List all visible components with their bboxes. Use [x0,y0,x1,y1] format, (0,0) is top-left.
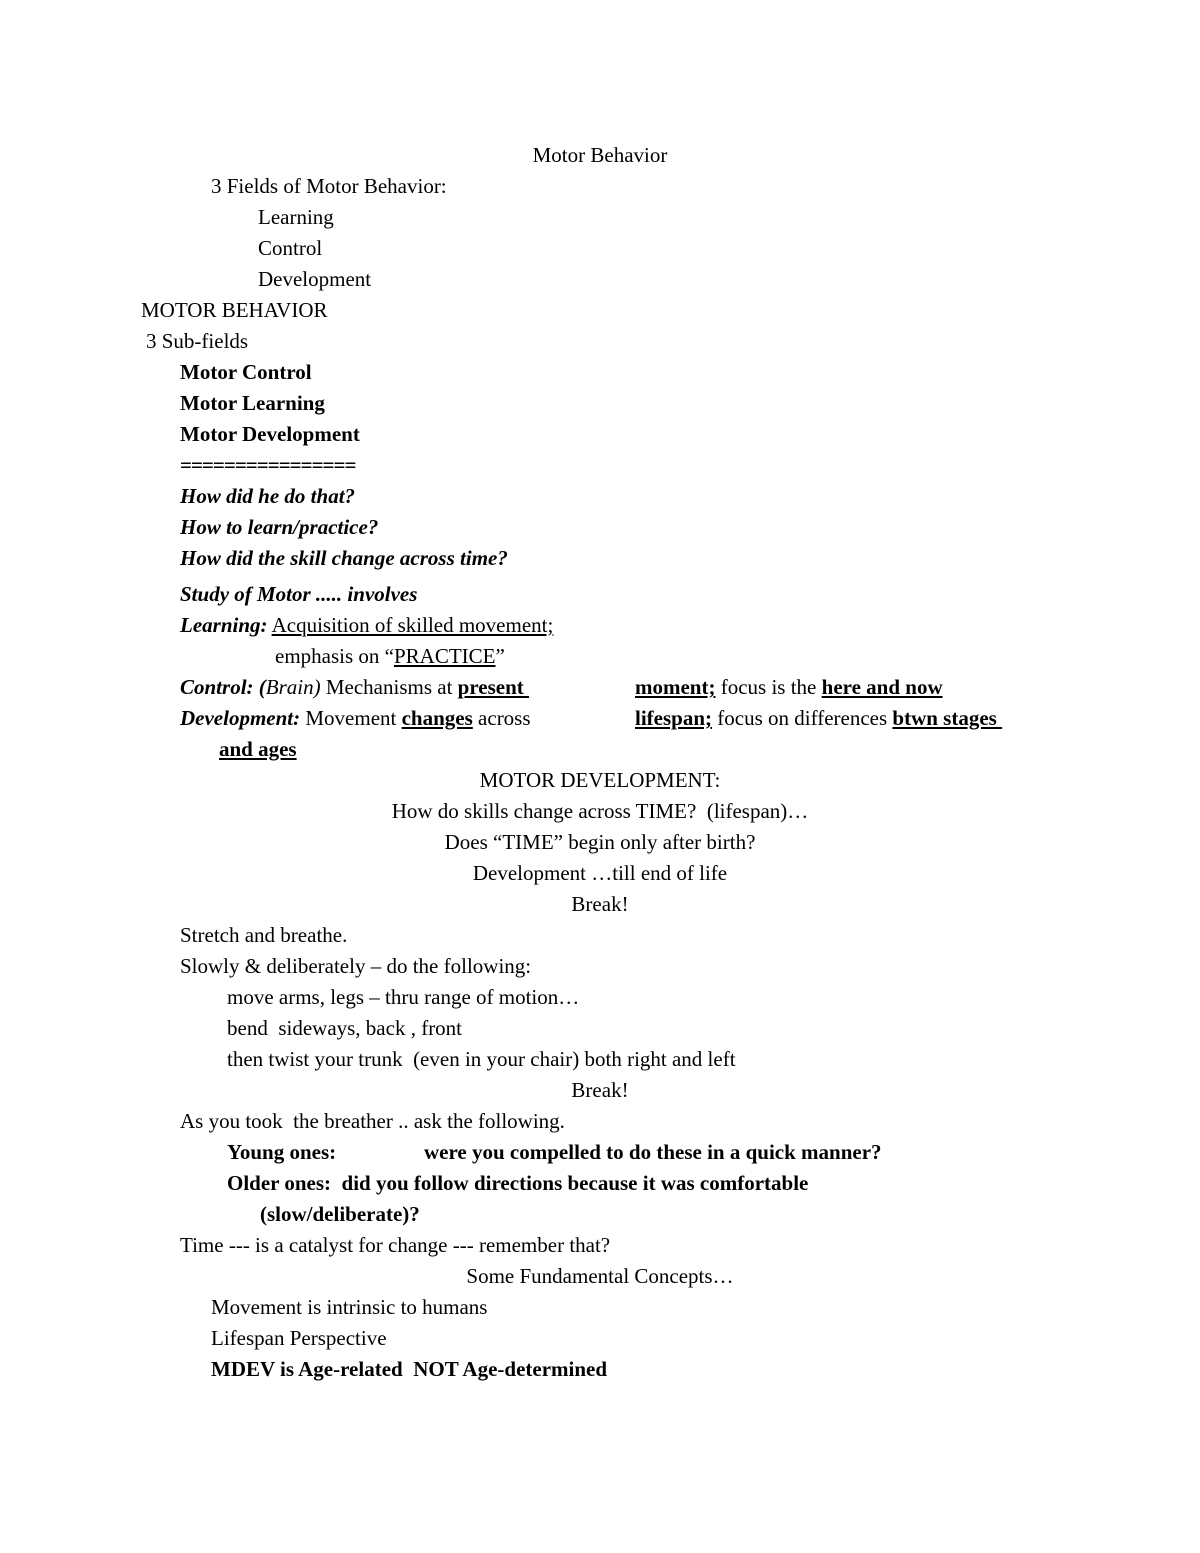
reflect-intro: As you took the breather .. ask the following. [180,1109,565,1133]
development-lifespan: lifespan; [635,706,713,730]
development-definition-cont [635,703,1002,734]
concept-item-1: Movement is intrinsic to humans [211,1295,488,1319]
subfield-motor-development: Motor Development [180,422,360,446]
study-heading: Study of Motor ..... involves [180,582,418,606]
motor-behavior-heading: MOTOR BEHAVIOR [141,298,328,322]
development-focus: focus on differences [712,706,893,730]
control-here-now: here and now [821,675,943,699]
development-and-ages: and ages [219,737,297,761]
question-2: How to learn/practice? [180,515,379,539]
development-definition [180,703,531,734]
document-title: Motor Behavior [532,143,668,167]
motor-development-line-2: Does “TIME” begin only after birth? [444,830,756,854]
control-definition [180,672,529,703]
development-across: across [472,706,531,730]
control-text: Mechanisms at [320,675,458,699]
young-ones-label: Young ones: [227,1140,337,1164]
young-ones-question: were you compelled to do these in a quick manner? [424,1140,882,1164]
development-changes: changes [401,706,473,730]
concept-key: MDEV is Age-related NOT Age-determined [211,1357,608,1381]
learning-text: Acquisition of skilled movement; [271,613,554,637]
question-1: How did he do that? [180,484,356,508]
emphasis-suffix: ” [495,644,505,668]
learning-label: Learning: [180,613,268,637]
concepts-heading: Some Fundamental Concepts… [466,1264,734,1288]
learning-definition [180,610,553,641]
concept-item-2: Lifespan Perspective [211,1326,387,1350]
break-2: Break! [571,1078,629,1102]
stretch-line-2: Slowly & deliberately – do the following: [180,954,532,978]
development-text: Movement [300,706,402,730]
break-1: Break! [571,892,629,916]
field-item-development: Development [258,267,372,291]
control-present: present [457,675,530,699]
development-btwn-stages: btwn stages [892,706,1003,730]
subfields-heading: 3 Sub-fields [146,329,249,353]
motor-development-heading: MOTOR DEVELOPMENT: [479,768,721,792]
older-ones-question-cont: (slow/deliberate)? [260,1202,420,1226]
subfield-motor-learning: Motor Learning [180,391,325,415]
stretch-step-2: bend sideways, back , front [227,1016,463,1040]
older-ones-question: Older ones: did you follow directions because it was comfortable [227,1171,809,1195]
divider-rule: ================ [180,453,356,477]
control-focus: focus is the [715,675,822,699]
stretch-line-1: Stretch and breathe. [180,923,348,947]
fields-heading: 3 Fields of Motor Behavior: [211,174,447,198]
emphasis-practice: PRACTICE [393,644,496,668]
subfield-motor-control: Motor Control [180,360,312,384]
motor-development-line-1: How do skills change across TIME? (lifespan)… [391,799,809,823]
control-label: Control: ( [180,675,266,699]
control-moment: moment; [635,675,716,699]
stretch-step-1: move arms, legs – thru range of motion… [227,985,580,1009]
learning-emphasis [275,641,505,672]
field-item-control: Control [258,236,323,260]
motor-development-line-3: Development …till end of life [472,861,728,885]
control-definition-cont [635,672,943,703]
field-item-learning: Learning [258,205,334,229]
time-note: Time --- is a catalyst for change --- remember that? [180,1233,611,1257]
emphasis-prefix: emphasis on “ [275,644,394,668]
question-3: How did the skill change across time? [180,546,508,570]
development-label: Development: [180,706,301,730]
control-brain: Brain) [265,675,321,699]
stretch-step-3: then twist your trunk (even in your chair) both right and left [227,1047,736,1071]
